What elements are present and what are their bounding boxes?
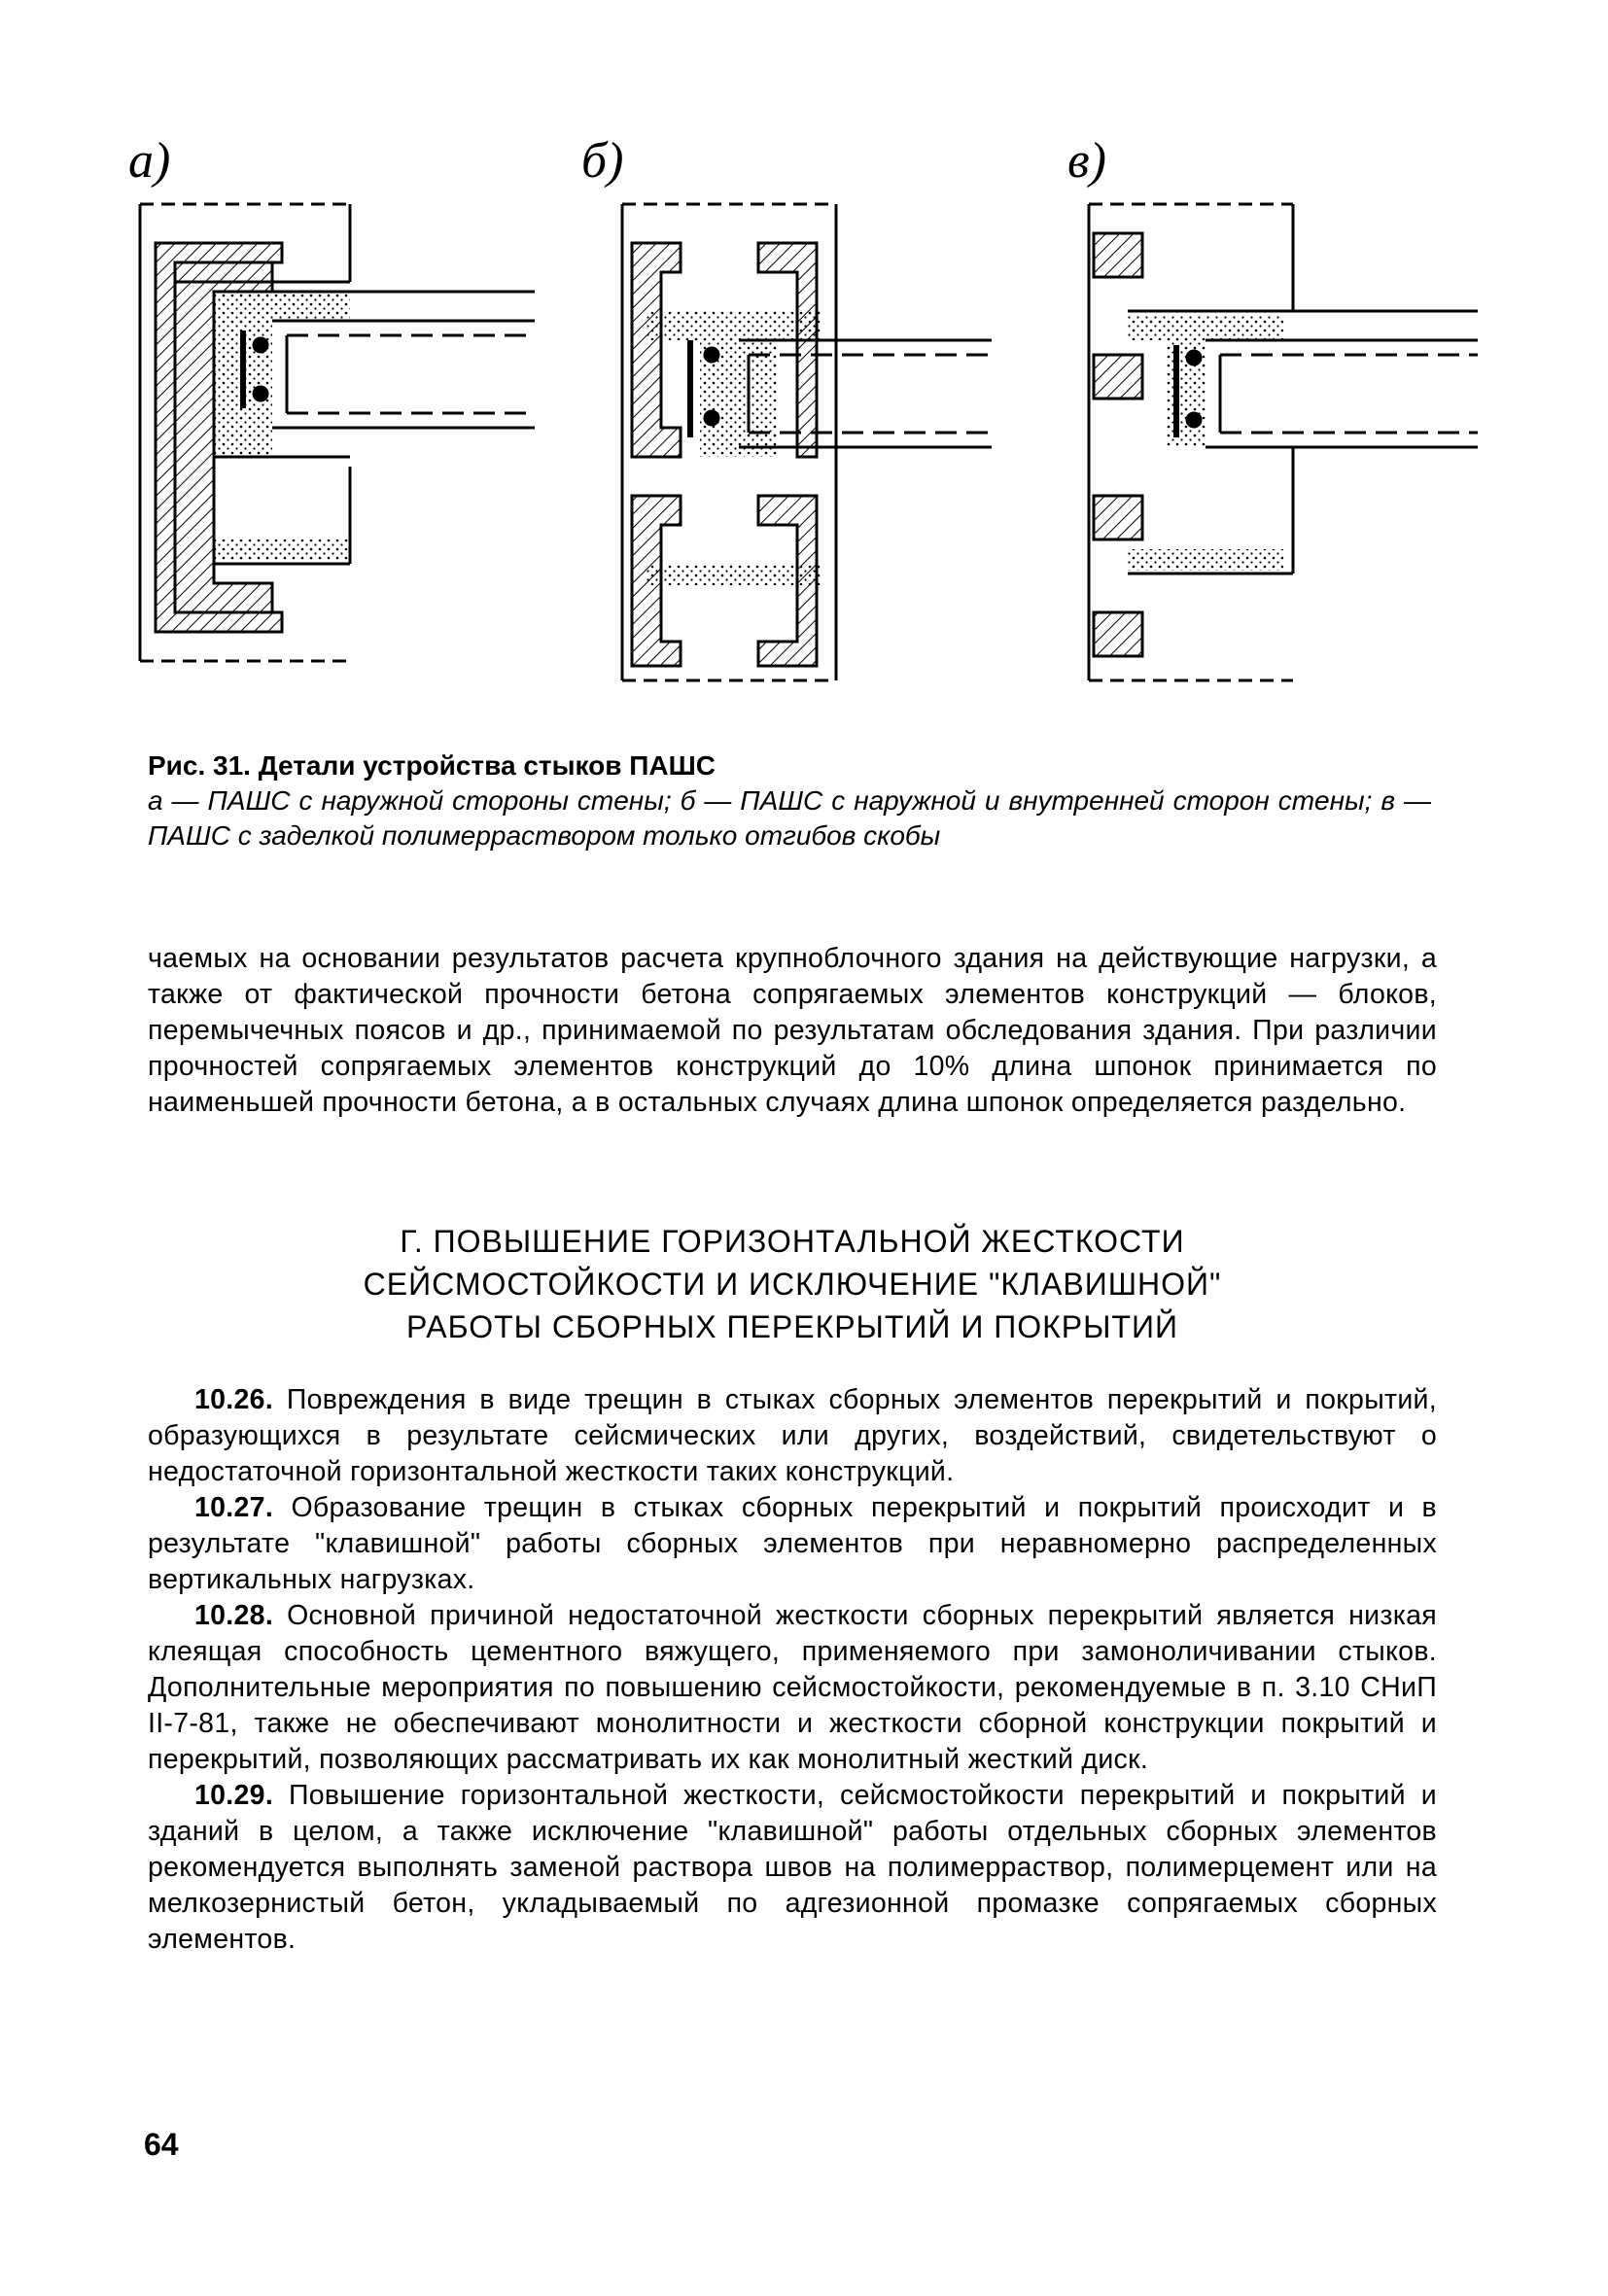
paragraph-number: 10.28. [194, 1600, 274, 1631]
heading-line-3: РАБОТЫ СБОРНЫХ ПЕРЕКРЫТИЙ И ПОКРЫТИЙ [406, 1309, 1178, 1344]
intro-paragraph: чаемых на основании результатов расчета крупноблочного здания на действующие нагрузки, а также от фактической прочности бетона сопрягаемых элементов конструкций — блоков, перемычечных поясов и др., принимаемой по результатам обследования здания. При различии прочностей сопрягаемых элементов конструкций до 10% длина шпонок принимается по наименьшей прочности бетона, а в остальных случаях длина шпонок определяется раздельно. [148, 943, 1437, 1118]
numbered-paragraphs [148, 1382, 1437, 1958]
joint-details-drawing [117, 133, 1497, 710]
panel-label-b: б) [581, 133, 624, 189]
paragraph-10-26 [148, 1382, 1437, 1490]
page-number: 64 [144, 2127, 179, 2162]
panel-label-a: а) [128, 133, 171, 189]
paragraph-text: Образование трещин в стыках сборных перекрытий и покрытий происходит и в результате "клавишной" работы сборных элементов при неравномерно распределенных вертикальных нагрузках. [148, 1492, 1437, 1595]
paragraph-10-29 [148, 1778, 1437, 1958]
paragraph-text: Основной причиной недостаточной жесткости сборных перекрытий является низкая клеящая способность цементного вяжущего, применяемого при замоноличивании стыков. Дополнительные мероприятия по повышению сейсмостойкости, рекомендуемые в п. 3.10 СНиП II-7-81, также не обеспечивают монолитности и жесткости сборной конструкции покрытий и перекрытий, позволяющих рассматривать их как монолитный жесткий диск. [148, 1600, 1437, 1775]
paragraph-number: 10.27. [194, 1492, 274, 1523]
panel-label-v: в) [1067, 133, 1106, 189]
figure-caption [148, 748, 1431, 853]
paragraph-number: 10.29. [194, 1780, 274, 1811]
paragraph-text: Повреждения в виде трещин в стыках сборных элементов перекрытий и покрытий, образующихся в результате сейсмических или других, воздействий, свидетельствуют о недостаточной горизонтальной жесткости таких конструкций. [148, 1384, 1437, 1487]
heading-line-1: Г. ПОВЫШЕНИЕ ГОРИЗОНТАЛЬНОЙ ЖЕСТКОСТИ [400, 1224, 1185, 1259]
figure-31 [117, 133, 1497, 710]
paragraph-text: Повышение горизонтальной жесткости, сейсмостойкости перекрытий и покрытий и зданий в целом, а также исключение "клавишной" работы отдельных сборных элементов рекомендуется выполнять заменой раствора швов на полимерраствор, полимерцемент или на мелкозернистый бетон, укладываемый по адгезионной промазке сопрягаемых сборных элементов. [148, 1780, 1437, 1955]
paragraph-10-28 [148, 1598, 1437, 1778]
paragraph-10-27 [148, 1490, 1437, 1598]
section-heading [148, 1220, 1437, 1348]
intro-block [148, 941, 1437, 1121]
paragraph-number: 10.26. [194, 1384, 274, 1415]
heading-line-2: СЕЙСМОСТОЙКОСТИ И ИСКЛЮЧЕНИЕ "КЛАВИШНОЙ" [363, 1267, 1222, 1302]
caption-title: Рис. 31. Детали устройства стыков ПАШС [148, 750, 716, 781]
caption-text: а — ПАШС с наружной стороны стены; б — ПАШС с наружной и внутренней сторон стены; в — ПАШС с заделкой полимерраствором только отгибов скобы [148, 785, 1431, 851]
panel-v-drawing [1089, 204, 1478, 680]
panel-b-drawing [622, 204, 992, 680]
panel-a-drawing [140, 204, 535, 661]
